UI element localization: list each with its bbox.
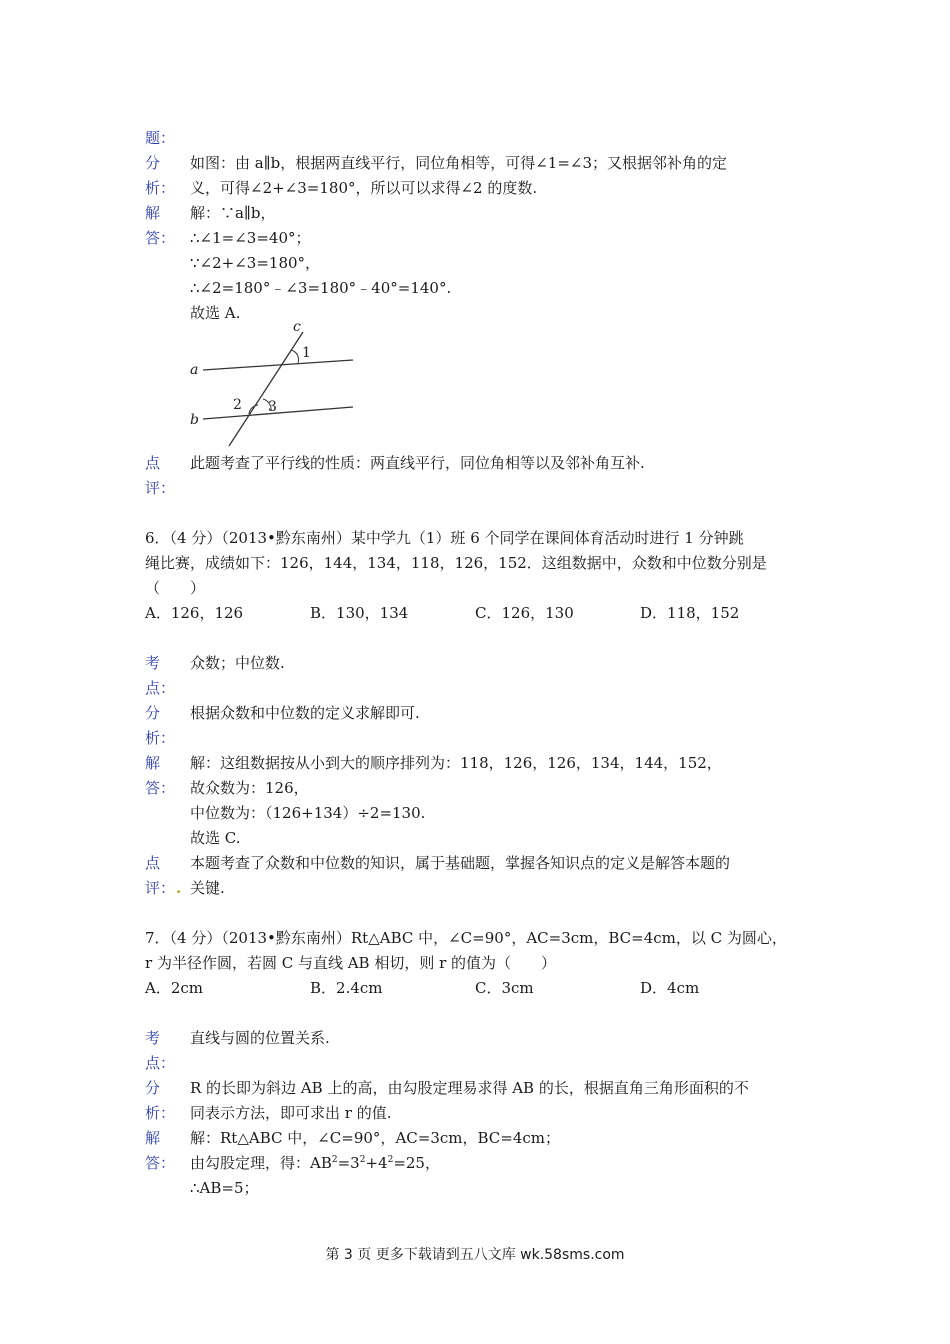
q7-stem: r 为半径作圆，若圆 C 与直线 AB 相切，则 r 的值为（ ） <box>145 954 557 972</box>
q7-jieda-line: 解：Rt△ABC 中，∠C=90°，AC=3cm，BC=4cm； <box>190 1129 560 1147</box>
q7-fenxi-label-1: 分 <box>145 1079 161 1097</box>
pyth-exp-3: 2 <box>387 1155 394 1165</box>
q7-option-d: D．4cm <box>640 979 700 997</box>
q6-jieda-line: 故众数为：126， <box>190 779 309 797</box>
q5-fenxi-line: 义，可得∠2+∠3=180°，所以可以求得∠2 的度数. <box>190 179 538 197</box>
q6-dianping-line: 本题考查了众数和中位数的知识，属于基础题，掌握各知识点的定义是解答本题的 <box>190 854 731 872</box>
q6-jieda-label-2: 答： <box>145 779 176 797</box>
q7-option-c: C．3cm <box>475 979 534 997</box>
q6-kaodian-label-1: 考 <box>145 654 161 672</box>
pyth-mid-2: +4 <box>365 1154 388 1172</box>
q6-jieda-line: 故选 C. <box>190 829 241 847</box>
q5-fenxi-label-1: 分 <box>145 154 161 172</box>
q5-dianping-label-2: 评： <box>145 479 176 497</box>
q5-jieda-line: ∵∠2+∠3=180°， <box>190 254 321 272</box>
pyth-mid-1: =3 <box>337 1154 360 1172</box>
q6-stem: 绳比赛，成绩如下：126，144，134，118，126，152．这组数据中，众数和中位数分别是 <box>145 554 767 572</box>
q5-dianping-label-1: 点 <box>145 454 161 472</box>
q7-option-b: B．2.4cm <box>310 979 383 997</box>
q7-jieda-label-1: 解 <box>145 1129 161 1147</box>
q7-fenxi-label-2: 析： <box>145 1104 176 1122</box>
angle-1-arc <box>291 350 299 363</box>
label-a: a <box>190 362 199 378</box>
label-angle-2: 2 <box>233 397 242 413</box>
q5-jieda-line: ∴∠1=∠3=40°； <box>190 229 311 247</box>
q7-fenxi-line: 同表示方法，即可求出 r 的值. <box>190 1104 392 1122</box>
q7-option-a: A．2cm <box>145 979 204 997</box>
label-angle-1: 1 <box>302 345 311 361</box>
label-c: c <box>293 319 301 335</box>
q6-dianping-label-2: 评： <box>145 879 176 897</box>
q6-kaodian-label-2: 点： <box>145 679 176 697</box>
q6-jieda-line: 解：这组数据按从小到大的顺序排列为：118，126，126，134，144，152， <box>190 754 722 772</box>
q7-jieda-line-pythagoras <box>190 1153 440 1173</box>
pyth-post: =25， <box>393 1154 440 1172</box>
q6-option-d: D．118，152 <box>640 604 740 622</box>
page-footer: 第 3 页 更多下载请到五八文库 wk.58sms.com <box>325 1247 625 1263</box>
q6-fenxi-label-1: 分 <box>145 704 161 722</box>
q5-dianping-line: 此题考查了平行线的性质：两直线平行，同位角相等以及邻补角互补. <box>190 454 645 472</box>
q6-option-c: C．126，130 <box>475 604 574 622</box>
q6-fenxi-label-2: 析： <box>145 729 176 747</box>
q7-fenxi-line: R 的长即为斜边 AB 上的高，由勾股定理易求得 AB 的长，根据直角三角形面积的不 <box>190 1079 749 1097</box>
label-angle-3: 3 <box>268 399 277 415</box>
q6-jieda-label-1: 解 <box>145 754 161 772</box>
parallel-lines-figure <box>185 318 360 450</box>
q6-option-b: B．130，134 <box>310 604 409 622</box>
q6-dianping-dot: . <box>176 879 182 897</box>
q7-kaodian-label-2: 点： <box>145 1054 176 1072</box>
line-c <box>229 332 303 446</box>
line-b <box>203 407 353 419</box>
q7-stem: 7．（4 分）（2013•黔东南州）Rt△ABC 中，∠C=90°，AC=3cm，BC=4cm，以 C 为圆心， <box>145 929 787 947</box>
q6-fenxi-line: 根据众数和中位数的定义求解即可. <box>190 704 420 722</box>
q7-jieda-label-2: 答： <box>145 1154 176 1172</box>
q5-jieda-line: 解：∵a∥b， <box>190 204 276 222</box>
q6-option-a: A．126，126 <box>145 604 244 622</box>
line-a <box>203 360 353 370</box>
q5-fenxi-label-2: 析： <box>145 179 176 197</box>
q6-stem: 6．（4 分）（2013•黔东南州）某中学九（1）班 6 个同学在课间体育活动时进行 1 分钟跳 <box>145 529 744 547</box>
q6-dianping-line: 关键. <box>190 879 225 897</box>
pyth-exp-1: 2 <box>331 1155 338 1165</box>
q6-stem: （ ） <box>145 579 206 597</box>
q5-jieda-label-1: 解 <box>145 204 161 222</box>
q6-dianping-label-1: 点 <box>145 854 161 872</box>
q6-jieda-line: 中位数为：（126+134）÷2=130. <box>190 804 426 822</box>
q7-kaodian-line: 直线与圆的位置关系. <box>190 1029 330 1047</box>
q7-kaodian-label-1: 考 <box>145 1029 161 1047</box>
pyth-pre: 由勾股定理，得：AB <box>190 1154 332 1172</box>
q6-kaodian-line: 众数；中位数. <box>190 654 285 672</box>
q5-ti-label: 题： <box>145 129 176 147</box>
q5-jieda-label-2: 答： <box>145 229 176 247</box>
q5-fenxi-line: 如图：由 a∥b，根据两直线平行，同位角相等，可得∠1=∠3；又根据邻补角的定 <box>190 154 728 172</box>
q5-jieda-line: ∴∠2=180°﹣∠3=180°﹣40°=140°. <box>190 279 452 297</box>
pyth-exp-2: 2 <box>359 1155 366 1165</box>
label-b: b <box>190 412 199 428</box>
q7-jieda-line: ∴AB=5； <box>190 1179 259 1197</box>
q5-jieda-line: 故选 A. <box>190 304 241 322</box>
